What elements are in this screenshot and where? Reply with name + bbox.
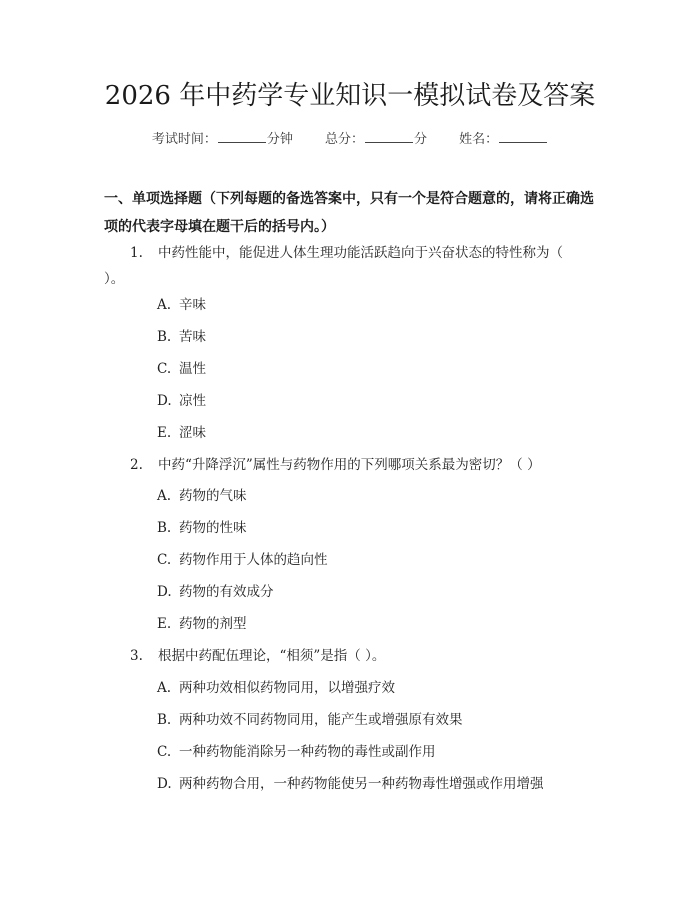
option-3c [157, 739, 436, 765]
option-2b [157, 515, 247, 541]
option-letter: B. [157, 329, 172, 345]
name-blank [499, 130, 547, 143]
option-1c [157, 356, 206, 382]
option-2c [157, 547, 328, 573]
option-text: 两种药物合用，一种药物能使另一种药物毒性增强或作用增强 [179, 776, 544, 792]
option-1d [157, 388, 206, 414]
option-text: 苦味 [179, 329, 206, 345]
option-text: 辛味 [179, 297, 206, 313]
exam-score [325, 132, 431, 147]
time-blank [218, 130, 266, 143]
score-blank [365, 130, 413, 143]
question-number: 1. [130, 245, 143, 261]
option-text: 药物作用于人体的趋向性 [179, 552, 328, 568]
option-text: 药物的剂型 [179, 616, 247, 632]
time-unit: 分钟 [266, 132, 293, 147]
section-heading: 一、单项选择题（下列每题的备选答案中，只有一个是符合题意的，请将正确选项的代表字母填在题干后的括号内。） [104, 191, 594, 235]
name-label: 姓名： [459, 132, 499, 147]
option-1a [157, 292, 206, 318]
score-unit: 分 [414, 132, 428, 147]
option-letter: C. [157, 744, 172, 760]
option-text: 两种功效不同药物同用，能产生或增强原有效果 [179, 712, 463, 728]
option-letter: D. [157, 393, 172, 409]
time-label: 考试时间： [151, 132, 217, 147]
option-letter: E. [157, 425, 172, 441]
option-1b [157, 324, 206, 350]
option-letter: E. [157, 616, 172, 632]
option-text: 两种功效相似药物同用，以增强疗效 [179, 680, 395, 696]
option-text: 温性 [179, 361, 206, 377]
option-letter: C. [157, 552, 172, 568]
option-text: 涩味 [179, 425, 206, 441]
option-letter: D. [157, 584, 172, 600]
exam-meta [0, 126, 700, 154]
option-letter: B. [157, 520, 172, 536]
option-2a [157, 483, 247, 509]
question-text: 中药性能中，能促进人体生理功能活跃趋向于兴奋状态的特性称为（ ）。 [104, 245, 563, 287]
option-letter: A. [157, 297, 172, 313]
question-number: 2. [130, 457, 143, 473]
option-text: 凉性 [179, 393, 206, 409]
exam-time [152, 132, 297, 147]
option-letter: A. [157, 680, 172, 696]
option-text: 药物的性味 [179, 520, 247, 536]
exam-name [459, 132, 548, 147]
question-3 [104, 643, 580, 669]
score-label: 总分： [324, 132, 364, 147]
question-text: 中药“升降浮沉”属性与药物作用的下列哪项关系最为密切？（ ） [158, 457, 541, 473]
option-text: 药物的有效成分 [179, 584, 274, 600]
option-3a [157, 675, 395, 701]
option-letter: D. [157, 776, 172, 792]
option-text: 一种药物能消除另一种药物的毒性或副作用 [179, 744, 436, 760]
question-text: 根据中药配伍理论，“相须”是指（ ）。 [158, 648, 386, 664]
question-number: 3. [130, 648, 143, 664]
option-3d [157, 771, 544, 797]
question-1 [104, 240, 580, 292]
option-1e [157, 420, 206, 446]
option-2e [157, 611, 247, 637]
option-letter: C. [157, 361, 172, 377]
option-letter: B. [157, 712, 172, 728]
option-text: 药物的气味 [179, 488, 247, 504]
page-title: 2026 年中药学专业知识一模拟试卷及答案 [104, 81, 596, 111]
question-2 [104, 452, 580, 478]
option-3b [157, 707, 463, 733]
option-2d [157, 579, 274, 605]
option-letter: A. [157, 488, 172, 504]
